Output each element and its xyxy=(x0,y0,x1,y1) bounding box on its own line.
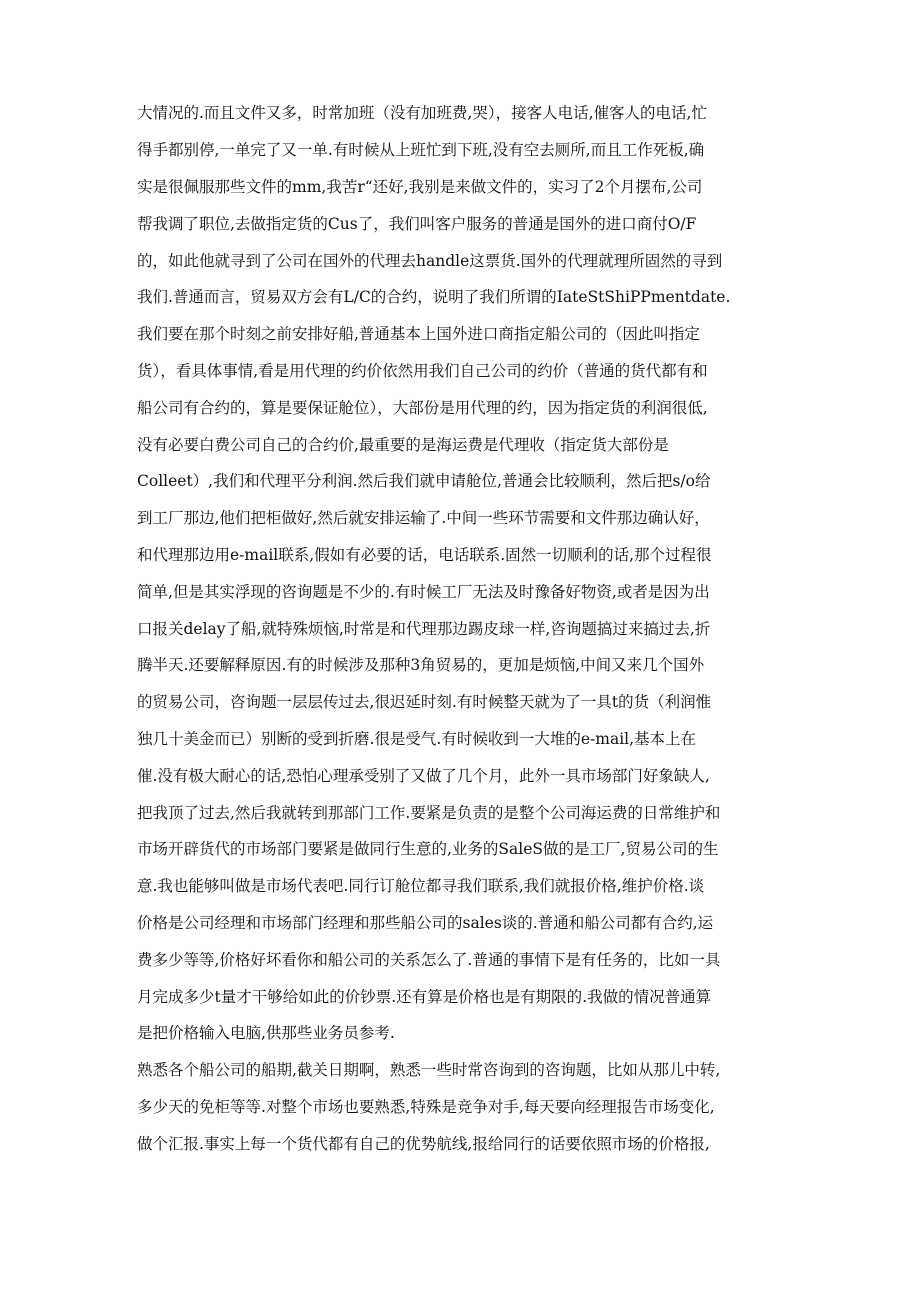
text-line: 把我顶了过去,然后我就转到那部门工作.要紧是负责的是整个公司海运费的日常维护和 xyxy=(137,804,721,822)
text-line: 得手都别停,一单完了又一单.有时候从上班忙到下班,没有空去厕所,而且工作死板,确 xyxy=(137,141,705,159)
text-line: 我们.普通而言，贸易双方会有L/C的合约，说明了我们所谓的IateStShiPPmentdate. xyxy=(137,288,731,306)
text-line: 大情况的.而且文件又多，时常加班（没有加班费,哭），接客人电话,催客人的电话,忙 xyxy=(137,104,707,122)
text-line: 价格是公司经理和市场部门经理和那些船公司的sales谈的.普通和船公司都有合约,运 xyxy=(137,914,714,932)
text-line: 市场开辟货代的市场部门要紧是做同行生意的,业务的SaleS做的是工厂,贸易公司的生 xyxy=(137,840,719,858)
text-line: 催.没有极大耐心的话,恐怕心理承受别了又做了几个月，此外一具市场部门好象缺人, xyxy=(137,767,710,785)
text-line: 独几十美金而已）别断的受到折磨.很是受气.有时候收到一大堆的e-mail,基本上在 xyxy=(137,730,697,748)
text-line: 实是很佩服那些文件的mm,我苦r“还好,我别是来做文件的，实习了2个月摆布,公司 xyxy=(137,178,703,196)
text-line: 口报关delay了船,就特殊烦恼,时常是和代理那边踢皮球一样,咨询题搞过来搞过去,折 xyxy=(137,620,711,638)
text-line: 是把价格输入电脑,供那些业务员参考. xyxy=(137,1024,395,1042)
text-line: 到工厂那边,他们把柜做好,然后就安排运输了.中间一些环节需要和文件那边确认好， xyxy=(137,509,710,527)
text-line: 帮我调了职位,去做指定货的Cus了，我们叫客户服务的普通是国外的进口商付O/F xyxy=(137,215,697,233)
text-line: 腾半天.还要解释原因.有的时候涉及那种3角贸易的，更加是烦恼,中间又来几个国外 xyxy=(137,656,705,674)
text-line: 费多少等等,价格好坏看你和船公司的关系怎么了.普通的事情下是有任务的，比如一具 xyxy=(137,951,721,969)
text-line: 意.我也能够叫做是市场代表吧.同行订舱位都寻我们联系,我们就报价格,维护价格.谈 xyxy=(137,877,705,895)
text-line: Colleet）,我们和代理平分利润.然后我们就申请舱位,普通会比较顺利，然后把s/o给 xyxy=(137,472,711,490)
text-line: 月完成多少t量才干够给如此的价钞票.还有算是价格也是有期限的.我做的情况普通算 xyxy=(137,988,712,1006)
text-line: 我们要在那个时刻之前安排好船,普通基本上国外进口商指定船公司的（因此叫指定 xyxy=(137,325,700,343)
text-line: 船公司有合约的，算是要保证舱位），大部份是用代理的约，因为指定货的利润很低, xyxy=(137,399,708,417)
text-line: 的，如此他就寻到了公司在国外的代理去handle这票货.国外的代理就理所固然的寻到 xyxy=(137,252,723,270)
text-line: 没有必要白费公司自己的合约价,最重要的是海运费是代理收（指定货大部份是 xyxy=(137,436,669,454)
text-line: 多少天的免柜等等.对整个市场也要熟悉,特殊是竞争对手,每天要向经理报告市场变化, xyxy=(137,1098,715,1116)
text-line: 的贸易公司，咨询题一层层传过去,很迟延时刻.有时候整天就为了一具t的货（利润惟 xyxy=(137,693,712,711)
text-line: 和代理那边用e-mail联系,假如有必要的话，电话联系.固然一切顺利的话,那个过程很 xyxy=(137,546,712,564)
text-line: 货），看具体事情,看是用代理的约价依然用我们自己公司的约价（普通的货代都有和 xyxy=(137,362,708,380)
text-line: 做个汇报.事实上每一个货代都有自己的优势航线,报给同行的话要依照市场的价格报, xyxy=(137,1135,710,1153)
text-line: 熟悉各个船公司的船期,截关日期啊，熟悉一些时常咨询到的咨询题，比如从那儿中转, xyxy=(137,1061,721,1079)
text-line: 简单,但是其实浮现的咨询题是不少的.有时候工厂无法及时豫备好物资,或者是因为出 xyxy=(137,583,710,601)
